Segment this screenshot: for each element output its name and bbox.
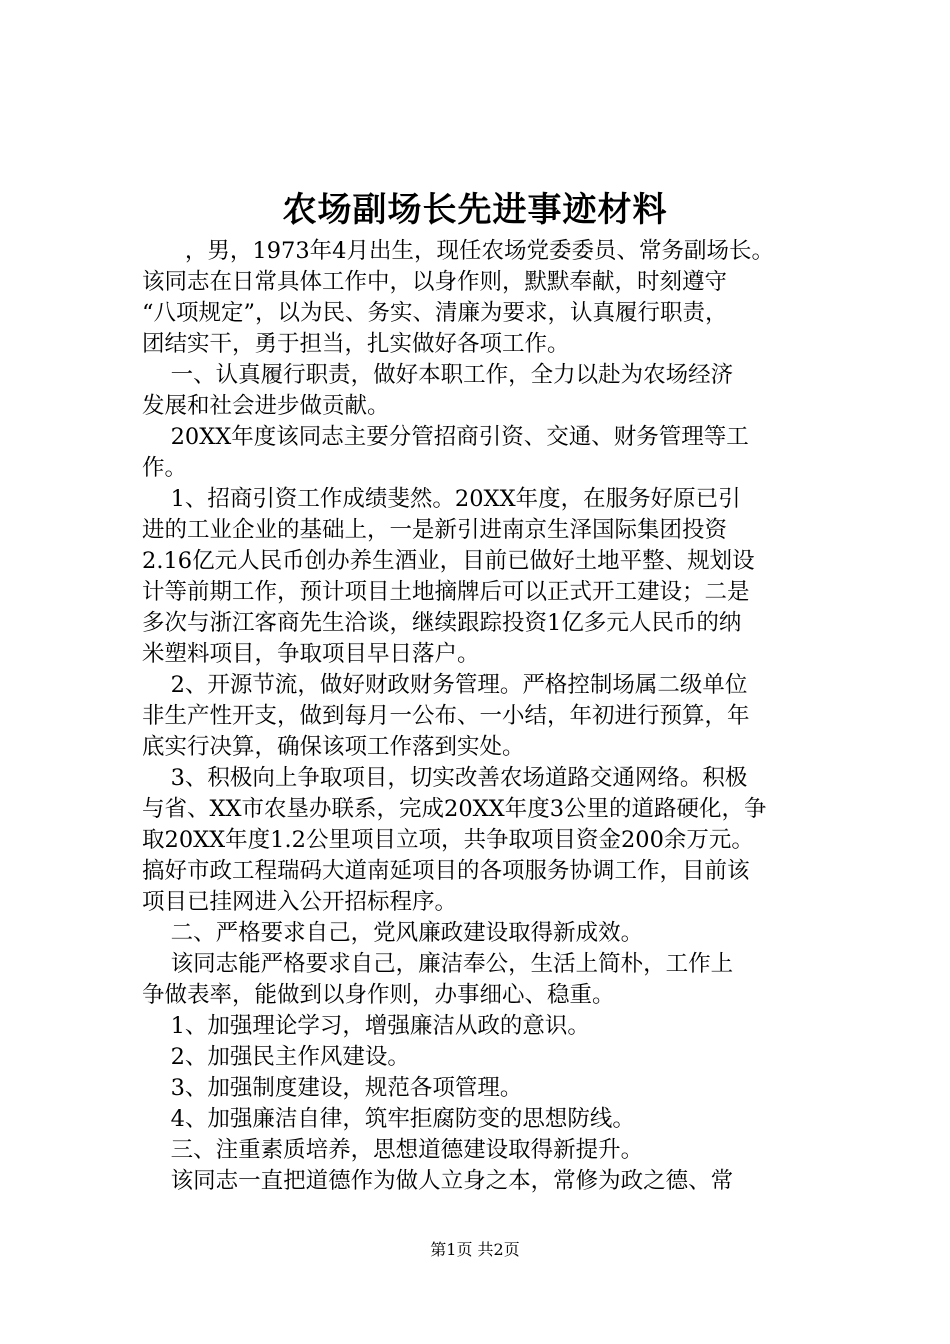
body-line: 二、严格要求自己，党风廉政建设取得新成效。 [142,920,644,946]
body-line: 取20XX年度1.2公里项目立项，共争取项目资金200余万元。 [142,827,754,853]
body-line: 非生产性开支，做到每月一公布、一小结，年初进行预算，年 [142,703,750,729]
body-line: 发展和社会进步做贡献。 [142,393,390,419]
body-line: 3、加强制度建设，规范各项管理。 [142,1075,523,1101]
body-line: 4、加强廉洁自律，筑牢拒腐防变的思想防线。 [142,1106,635,1132]
document-title: 农场副场长先进事迹材料 [282,190,668,230]
body-line: 2、加强民主作风建设。 [142,1044,410,1070]
body-line: 三、注重素质培养，思想道德建设取得新提升。 [142,1137,644,1163]
body-line: 作。 [142,455,188,481]
body-line: 争做表率，能做到以身作则，办事细心、稳重。 [142,982,615,1008]
body-line: 一、认真履行职责，做好本职工作，全力以赴为农场经济 [142,362,734,388]
body-line: 20XX年度该同志主要分管招商引资、交通、财务管理等工 [142,424,749,450]
body-line: 进的工业企业的基础上，一是新引进南京生泽国际集团投资 [142,517,728,543]
document-body [142,236,832,1197]
body-line: 1、招商引资工作成绩斐然。20XX年度，在服务好原已引 [142,486,741,512]
body-line: 该同志能严格要求自己，廉洁奉公，生活上简朴，工作上 [142,951,734,977]
body-line: “八项规定”，以为民、务实、清廉为要求，认真履行职责， [142,300,728,326]
body-line: 底实行决算，确保该项工作落到实处。 [142,734,525,760]
body-line: 2.16亿元人民币创办养生酒业，目前已做好土地平整、规划设 [142,548,755,574]
body-line: 米塑料项目，争取项目早日落户。 [142,641,480,667]
body-line: 该同志一直把道德作为做人立身之本，常修为政之德、常 [142,1168,734,1194]
body-line: 搞好市政工程瑞码大道南延项目的各项服务协调工作，目前该 [142,858,750,884]
body-line: 该同志在日常具体工作中，以身作则，默默奉献，时刻遵守 [142,269,728,295]
body-line: ，男，1973年4月出生，现任农场党委委员、常务副场长。 [142,238,774,264]
body-line: 与省、XX市农垦办联系，完成20XX年度3公里的道路硬化，争 [142,796,767,822]
body-line: 1、加强理论学习，增强廉洁从政的意识。 [142,1013,590,1039]
body-line: 项目已挂网进入公开招标程序。 [142,889,458,915]
body-line: 2、开源节流，做好财政财务管理。严格控制场属二级单位 [142,672,748,698]
body-line: 计等前期工作，预计项目土地摘牌后可以正式开工建设；二是 [142,579,750,605]
body-line: 3、积极向上争取项目，切实改善农场道路交通网络。积极 [142,765,748,791]
body-line: 团结实干，勇于担当，扎实做好各项工作。 [142,331,570,357]
page-number-footer: 第1页 共2页 [430,1240,520,1259]
body-line: 多次与浙江客商先生洽谈，继续跟踪投资1亿多元人民币的纳 [142,610,742,636]
